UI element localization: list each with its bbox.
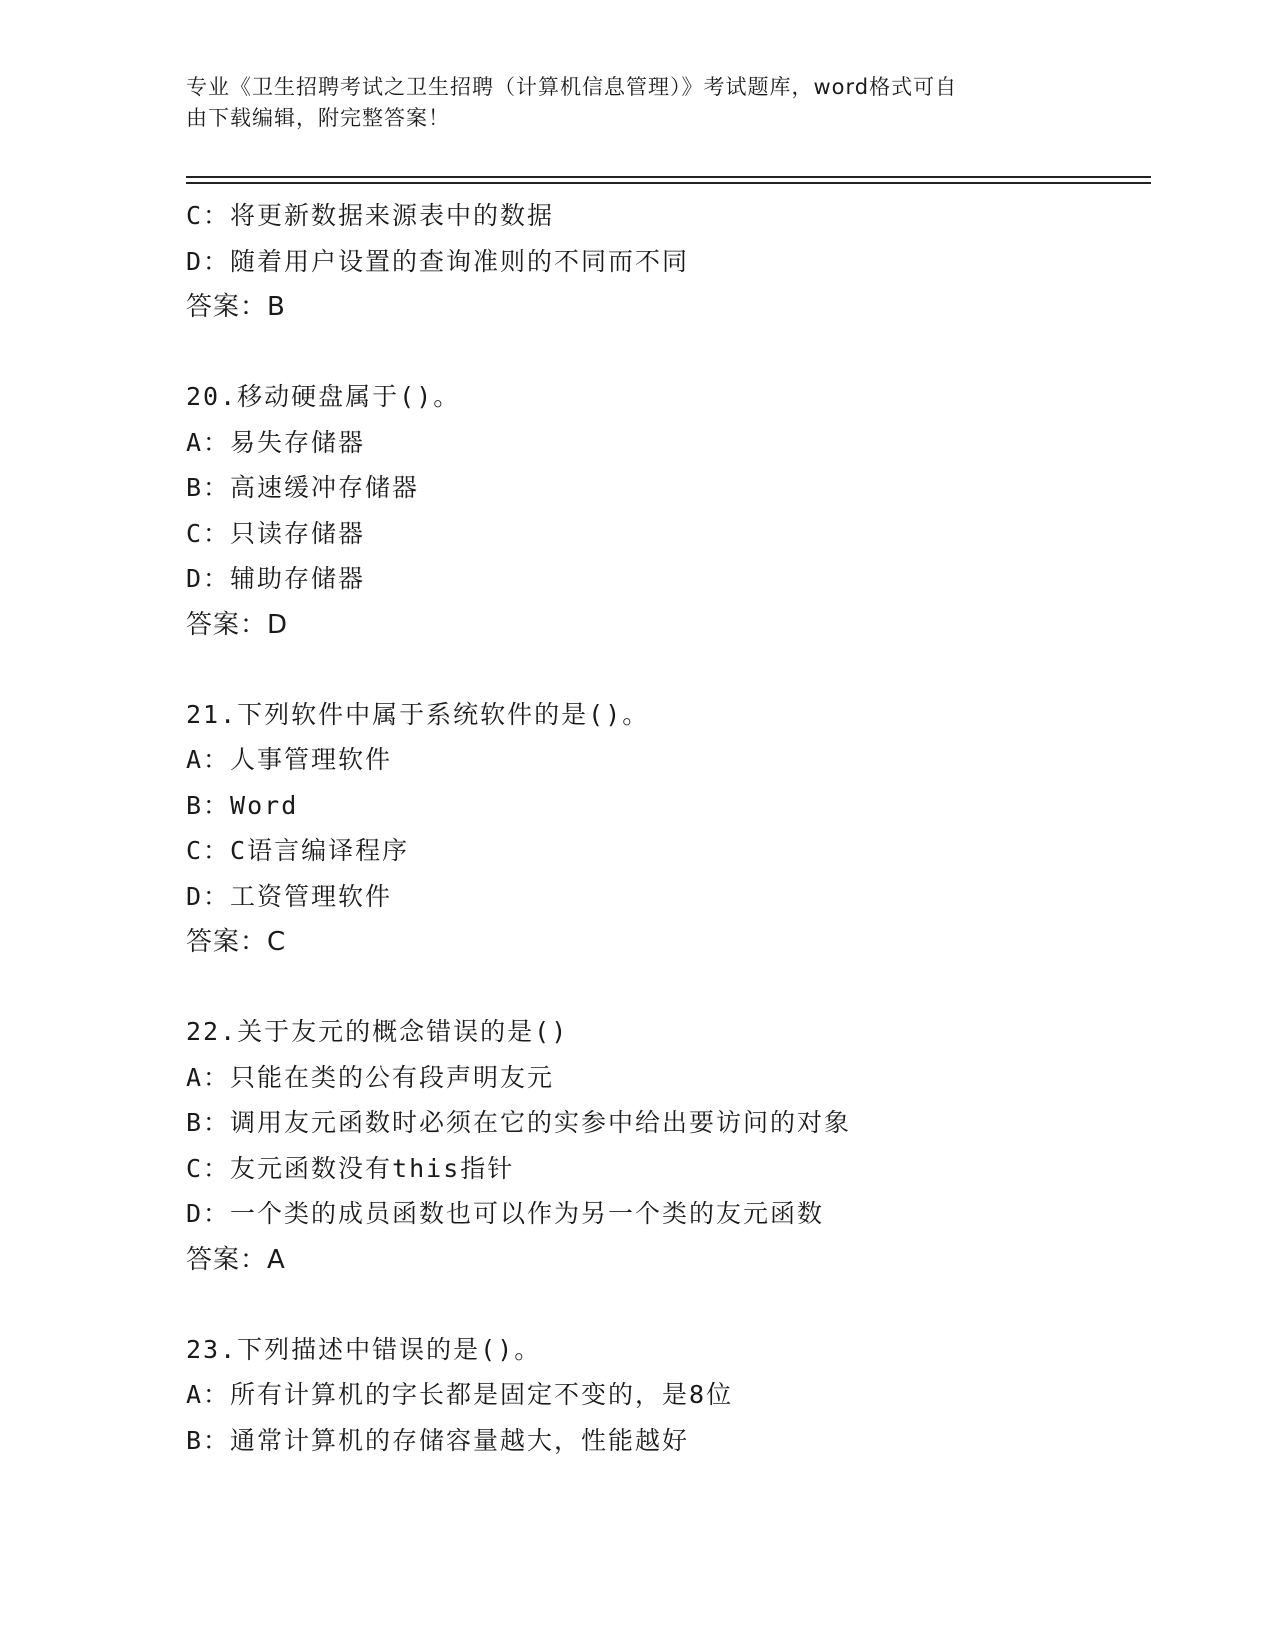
option-b: B：通常计算机的存储容量越大，性能越好 (186, 1425, 690, 1455)
header-divider-bottom (186, 182, 1151, 184)
question-stem: 20.移动硬盘属于()。 (186, 382, 461, 411)
header-divider-top (186, 176, 1151, 178)
option-d: D：随着用户设置的查询准则的不同而不同 (186, 246, 690, 276)
answer-line: 答案：D (186, 609, 289, 640)
spacer (186, 330, 1146, 374)
question-stem: 22.关于友元的概念错误的是() (186, 1017, 569, 1046)
option-d: D：一个类的成员函数也可以作为另一个类的友元函数 (186, 1199, 825, 1228)
option-b: B：调用友元函数时必须在它的实参中给出要访问的对象 (186, 1108, 852, 1137)
answer-line: 答案：C (186, 927, 287, 957)
question-stem: 23.下列描述中错误的是()。 (186, 1334, 542, 1364)
answer-line: 答案：B (186, 292, 286, 322)
option-d: D：工资管理软件 (186, 881, 393, 911)
spacer (186, 1283, 1146, 1327)
option-a: A：易失存储器 (186, 427, 366, 457)
document-header (186, 72, 1066, 134)
question-block-22 (186, 1009, 1146, 1283)
header-line-1: 专业《卫生招聘考试之卫生招聘（计算机信息管理）》考试题库，word格式可自 (186, 75, 958, 99)
spacer (186, 648, 1146, 692)
option-a: A：只能在类的公有段声明友元 (186, 1062, 555, 1092)
option-d: D：辅助存储器 (186, 564, 366, 593)
option-c: C：友元函数没有this指针 (186, 1153, 515, 1183)
question-list (186, 193, 1146, 1463)
question-block-continued (186, 193, 1146, 330)
option-c: C：只读存储器 (186, 518, 366, 548)
option-a: A：所有计算机的字长都是固定不变的，是8位 (186, 1380, 734, 1409)
spacer (186, 965, 1146, 1009)
question-block-23 (186, 1327, 1146, 1464)
option-b: B：高速缓冲存储器 (186, 473, 420, 502)
question-block-21 (186, 692, 1146, 966)
question-block-20 (186, 374, 1146, 648)
option-c: C：C语言编译程序 (186, 836, 410, 865)
option-b: B：Word (186, 790, 299, 820)
option-a: A：人事管理软件 (186, 745, 393, 774)
option-c: C：将更新数据来源表中的数据 (186, 201, 555, 230)
question-stem: 21.下列软件中属于系统软件的是()。 (186, 699, 650, 729)
answer-line: 答案：A (186, 1244, 286, 1275)
header-line-2: 由下载编辑，附完整答案！ (186, 106, 450, 130)
